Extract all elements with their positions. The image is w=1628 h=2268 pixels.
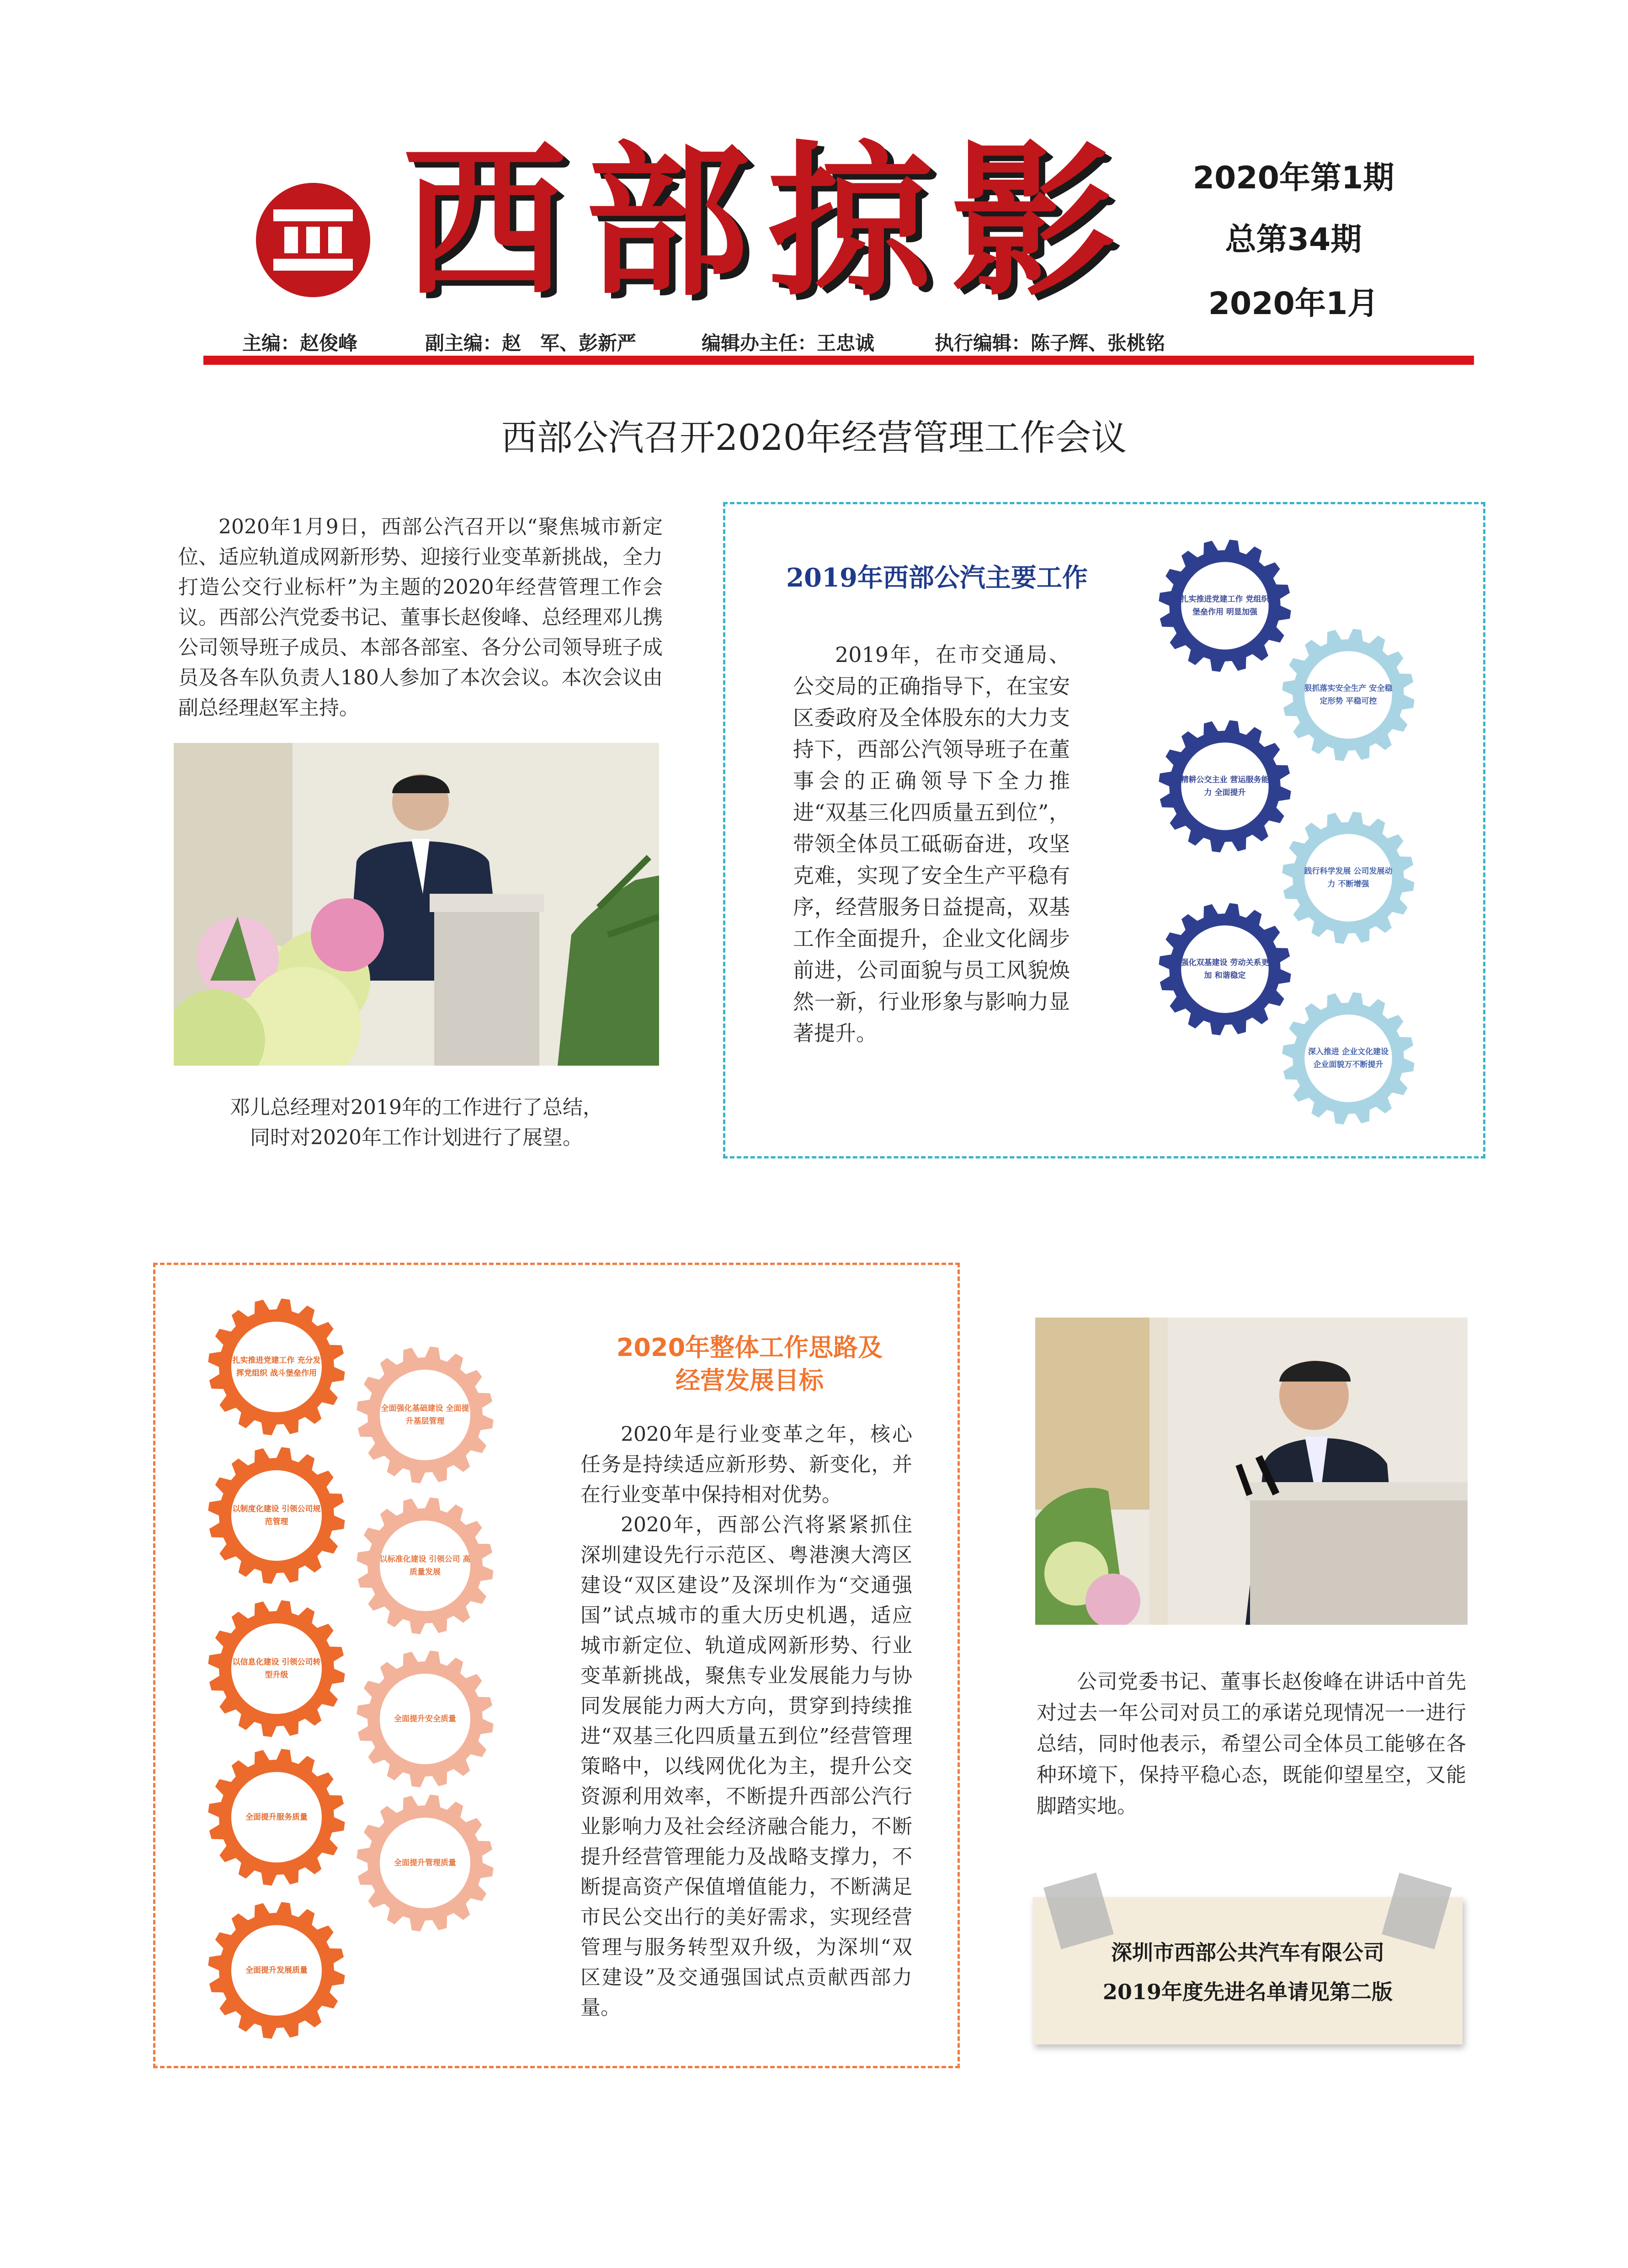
gear-2019-1 <box>1159 539 1291 672</box>
gear-label: 狠抓落实安全生产 安全稳定形势 平稳可控 <box>1304 684 1393 706</box>
gear-label: 深入推进 企业文化建设 企业面貌万不断提升 <box>1308 1047 1389 1069</box>
issue-number: 2020年第1期 <box>1192 160 1394 196</box>
gear-2020-left-5 <box>208 1902 345 2039</box>
editor-credits <box>242 328 1412 356</box>
issue-date: 2020年1月 <box>1208 286 1379 322</box>
office-director: 编辑办主任：王忠诚 <box>702 332 875 354</box>
gear-label: 精耕公交主业 营运服务能力 全面提升 <box>1181 775 1269 797</box>
gear-2019-2 <box>1282 629 1415 761</box>
gear-label: 扎实推进党建工作 充分发挥党组织 战斗堡垒作用 <box>232 1356 321 1378</box>
gear-label: 全面提升服务质量 <box>245 1813 308 1822</box>
box-2020-paragraph-1: 2020年是行业变革之年，核心任务是持续适应新形势、新变化，并在行业变革中保持相对优势。 <box>580 1423 912 1506</box>
photo-chairman-speech <box>1035 1318 1468 1625</box>
gear-2019-6 <box>1282 992 1415 1125</box>
speaker-photo-illustration <box>174 743 659 1066</box>
box-2019-body: 2019年，在市交通局、公交局的正确指导下，在宝安区委政府及全体股东的大力支持下，西部公汽领导班子在董事会的正确领导下全力推进“双基三化四质量五到位”，带领全体员工砥砺奋进，攻坚克难，实现了安全生产平稳有序，经营服务日益提高，双基工作全面提升，企业文化阔步前进，公司面貌与员工风貌焕然一新，行业形象与影响力显著提升。 <box>793 642 1070 1046</box>
gear-label: 全面提升安全质量 <box>394 1714 456 1724</box>
box-2020-title-line2: 经营发展目标 <box>676 1366 824 1395</box>
masthead-divider <box>203 356 1474 365</box>
gear-label: 全面提升管理质量 <box>394 1858 456 1868</box>
photo-general-manager-speech <box>174 743 659 1066</box>
gear-2020-right-3 <box>356 1650 494 1788</box>
box-2019-title: 2019年西部公汽主要工作 <box>786 563 1088 593</box>
executive-editor: 执行编辑：陈子辉、张桃铭 <box>935 332 1165 354</box>
gear-label: 践行科学发展 公司发展动力 不断增强 <box>1304 867 1393 889</box>
photo1-caption <box>174 1093 659 1153</box>
gear-2020-left-4 <box>208 1749 345 1886</box>
box-2020-paragraph-2: 2020年，西部公汽将紧紧抓住深圳建设先行示范区、粤港澳大湾区建设“双区建设”及深圳作为“交通强国”试点城市的重大历史机遇，适应城市新定位、轨道成网新形势、行业变革新挑战，聚焦专业发展能力与协同发展能力两大方向，贯穿到持续推进“双基三化四质量五到位”经营管理策略中，以线网优化为主，提升公交资源利用效率，不断提升西部公汽行业影响力及社会经济融合能力，不断提升经营管理能力及战略支撑力，不断提高资产保值增值能力，不断满足市民公交出行的美好需求，实现经营管理与服务转型双升级，为深圳“双区建设”及交通强国试点贡献西部力量。 <box>580 1513 912 2019</box>
masthead-title: 西部掠影 <box>402 125 1133 318</box>
gear-2020-right-1 <box>356 1346 494 1484</box>
chairman-photo-illustration <box>1035 1318 1468 1625</box>
deputy-editor: 副主编：赵 军、彭新严 <box>425 332 637 354</box>
intro-paragraph: 2020年1月9日，西部公汽召开以“聚焦城市新定位、适应轨道成网新形势、迎接行业变革新挑战，全力打造公交行业标杆”为主题的2020年经营管理工作会议。西部公汽党委书记、董事长赵俊峰、总经理邓儿携公司领导班子成员、本部各部室、各分公司领导班子成员及各车队负责人180人参加了本次会议。本次会议由副总经理赵军主持。 <box>178 515 663 720</box>
logo-mark-icon <box>273 209 353 271</box>
company-logo <box>256 183 370 297</box>
gear-label: 强化双基建设 劳动关系更加 和谐稳定 <box>1181 958 1269 980</box>
gear-label: 以制度化建设 引领公司规范管理 <box>232 1505 321 1526</box>
gear-label: 全面强化基础建设 全面提升基层管理 <box>381 1404 469 1426</box>
gear-2020-left-2 <box>208 1447 345 1584</box>
gear-label: 以信息化建设 引领公司转型升级 <box>232 1658 321 1680</box>
gear-2020-left-1 <box>208 1298 345 1436</box>
gear-label: 扎实推进党建工作 党组织堡垒作用 明显加强 <box>1181 595 1269 617</box>
total-issue-number: 总第34期 <box>1225 222 1362 258</box>
gear-2019-3 <box>1159 720 1291 853</box>
photo1-caption-line1: 邓儿总经理对2019年的工作进行了总结， <box>230 1096 603 1119</box>
gear-2020-left-3 <box>208 1600 345 1737</box>
chief-editor: 主编：赵俊峰 <box>242 332 358 354</box>
photo1-caption-line2: 同时对2020年工作计划进行了展望。 <box>250 1126 583 1149</box>
gear-label: 以标准化建设 引领公司 高质量发展 <box>379 1555 471 1577</box>
gear-2020-right-4 <box>356 1794 494 1932</box>
gear-2019-5 <box>1159 903 1291 1035</box>
page-headline: 西部公汽召开2020年经营管理工作会议 <box>501 417 1127 459</box>
box-2020-title-line1: 2020年整体工作思路及 <box>616 1333 883 1362</box>
gear-2019-4 <box>1282 811 1415 944</box>
notice-line1: 深圳市西部公共汽车有限公司 <box>1111 1940 1384 1965</box>
box-2020-title <box>567 1331 932 1397</box>
gear-label: 全面提升发展质量 <box>245 1966 308 1975</box>
notice-card <box>1033 1897 1463 2044</box>
gear-2020-right-2 <box>356 1497 494 1634</box>
photo2-caption: 公司党委书记、董事长赵俊峰在讲话中首先对过去一年公司对员工的承诺兑现情况一一进行总结，同时他表示，希望公司全体员工能够在各种环境下，保持平稳心态，既能仰望星空，又能脚踏实地。 <box>1037 1670 1466 1818</box>
notice-line2: 2019年度先进名单请见第二版 <box>1102 1980 1393 2004</box>
